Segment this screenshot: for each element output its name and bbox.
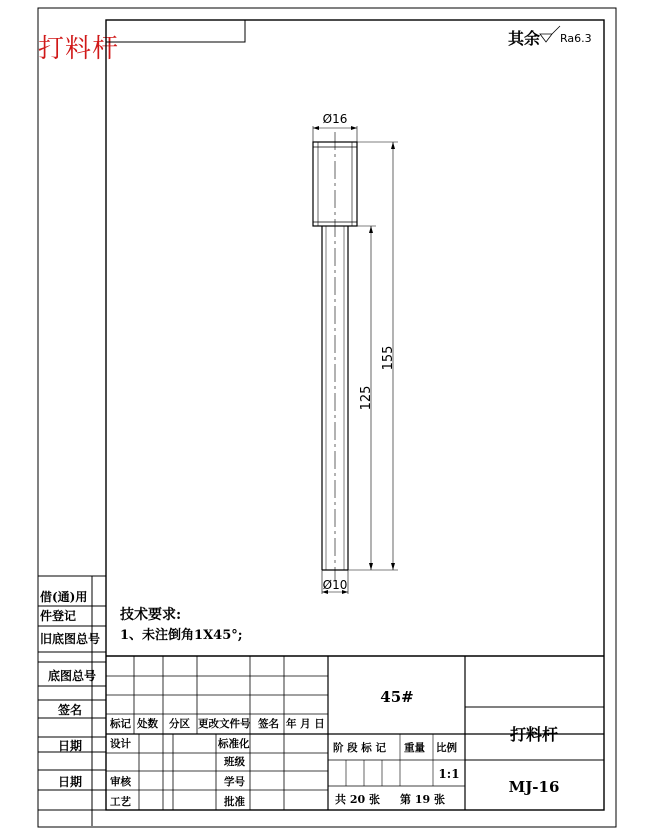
material-value: 45# — [380, 688, 414, 706]
rev-header-count: 处数 — [137, 718, 158, 730]
side-label-base-no: 底图总号 — [48, 669, 97, 683]
part-name: 打料杆 — [509, 725, 559, 744]
side-label-signature: 签名 — [58, 703, 83, 717]
rev-header-signature: 签名 — [258, 718, 279, 730]
sheets-total: 共 20 张 — [335, 793, 380, 806]
side-label-register: 件登记 — [40, 609, 77, 623]
part-drawing — [313, 132, 357, 580]
stage-mark-header: 阶 段 标 记 — [333, 742, 386, 754]
approval-approve: 批准 — [224, 796, 245, 808]
svg-text:Ø16: Ø16 — [322, 112, 348, 126]
side-label-borrow: 借(通)用 — [40, 590, 88, 604]
rev-header-date: 年 月 日 — [286, 718, 325, 730]
tech-req-title: 技术要求: — [120, 607, 182, 623]
label-student-no: 学号 — [224, 776, 245, 788]
role-process: 工艺 — [110, 796, 131, 808]
svg-text:155: 155 — [381, 345, 396, 371]
stamp-title: 打料杆 — [38, 34, 120, 64]
rev-header-mark: 标记 — [110, 718, 131, 730]
rev-header-zone: 分区 — [169, 718, 190, 730]
sheet-number: 第 19 张 — [400, 793, 445, 806]
scale-header: 比例 — [436, 742, 457, 754]
role-design: 设计 — [110, 738, 131, 750]
side-label-date2: 日期 — [58, 775, 83, 789]
role-review: 审核 — [110, 776, 131, 788]
dim-total-length — [348, 142, 398, 570]
drawing-number: MJ-16 — [508, 778, 560, 796]
side-label-date1: 日期 — [58, 739, 83, 753]
scale-value: 1:1 — [438, 767, 460, 781]
surface-note-label: 其余 — [508, 29, 541, 48]
rev-header-doc-no: 更改文件号 — [198, 718, 251, 730]
tech-req-item: 1、未注倒角1X45°; — [120, 628, 243, 643]
dim-shaft-length — [348, 226, 376, 570]
top-left-box — [106, 20, 245, 42]
svg-text:125: 125 — [359, 385, 374, 411]
roughness-value: Ra6.3 — [560, 32, 592, 45]
label-class: 班级 — [224, 756, 245, 768]
outer-frame — [38, 8, 616, 827]
weight-header: 重量 — [404, 742, 425, 754]
approval-standard: 标准化 — [218, 738, 250, 750]
inner-frame — [106, 20, 604, 810]
svg-text:Ø10: Ø10 — [322, 578, 348, 592]
roughness-symbol — [540, 26, 560, 42]
side-label-old-base-no: 旧底图总号 — [40, 632, 101, 646]
